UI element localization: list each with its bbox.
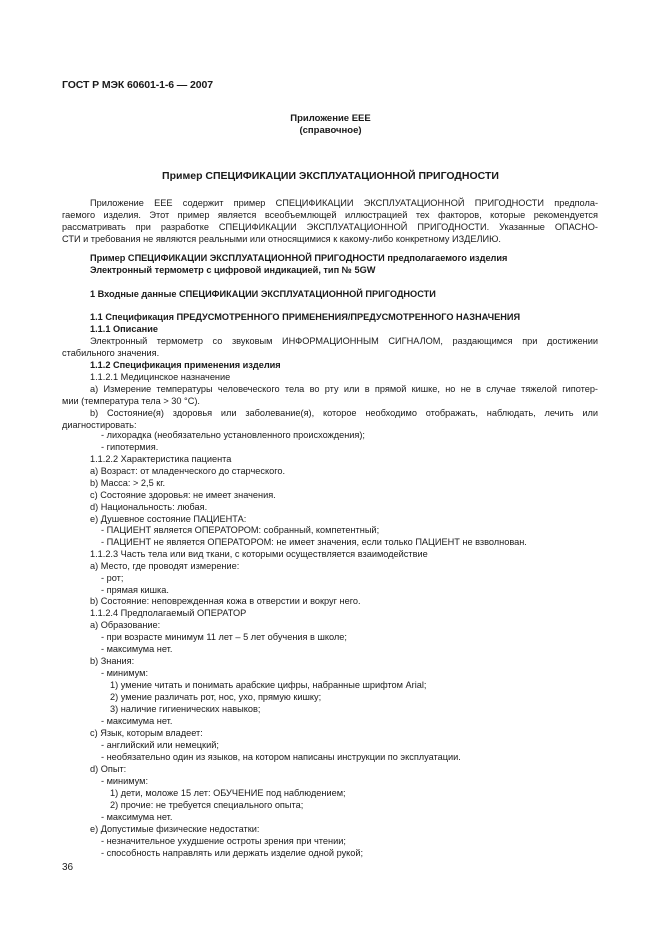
- description-line-2: стабильного значения.: [62, 348, 160, 358]
- medical-b-item: - гипотермия.: [101, 442, 159, 452]
- section-1-1-2-2-heading: 1.1.2.2 Характеристика пациента: [90, 454, 232, 464]
- body-a-item: - прямая кишка.: [101, 585, 169, 595]
- section-1-1-2-4-heading: 1.1.2.4 Предполагаемый ОПЕРАТОР: [90, 608, 247, 618]
- operator-e: e) Допустимые физические недостатки:: [90, 824, 260, 834]
- patient-e-item: - ПАЦИЕНТ является ОПЕРАТОРОМ: собранный, компетентный;: [101, 525, 380, 535]
- section-1-heading: 1 Входные данные СПЕЦИФИКАЦИИ ЭКСПЛУАТАЦИОННОЙ ПРИГОДНОСТИ: [90, 289, 436, 299]
- operator-a-item: - максимума нет.: [101, 644, 173, 654]
- operator-a: a) Образование:: [90, 620, 161, 630]
- body-a-item: - рот;: [101, 573, 124, 583]
- patient-e-item: - ПАЦИЕНТ не является ОПЕРАТОРОМ: не имеет значения, если только ПАЦИЕНТ не взволнован.: [101, 537, 527, 547]
- operator-c-item: - английский или немецкий;: [101, 740, 219, 750]
- medical-a-line-2: мии (температура тела > 30 °С).: [62, 396, 200, 406]
- medical-a-line-1: a) Измерение температуры человеческого тела во рту или в прямой кишке, но не в случае тяжелой гипотер-: [90, 384, 598, 394]
- operator-b-sub-item: 2) умение различать рот, нос, ухо, прямую кишку;: [110, 692, 322, 702]
- body-a: a) Место, где проводят измерение:: [90, 561, 240, 571]
- operator-d-sub-item: 1) дети, моложе 15 лет: ОБУЧЕНИЕ под наблюдением;: [110, 788, 346, 798]
- example-heading-1: Пример СПЕЦИФИКАЦИИ ЭКСПЛУАТАЦИОННОЙ ПРИГОДНОСТИ предполагаемого изделия: [90, 253, 508, 263]
- body-b: b) Состояние: неповрежденная кожа в отверстии и вокруг него.: [90, 596, 361, 606]
- medical-b-line-2: диагностировать:: [62, 420, 137, 430]
- operator-d-sub-item: 2) прочие: не требуется специального опыта;: [110, 800, 304, 810]
- section-1-1-heading: 1.1 Спецификация ПРЕДУСМОТРЕННОГО ПРИМЕНЕНИЯ/ПРЕДУСМОТРЕННОГО НАЗНАЧЕНИЯ: [90, 312, 521, 322]
- operator-b-maximum: - максимума нет.: [101, 716, 173, 726]
- operator-d-minimum: - минимум:: [101, 776, 149, 786]
- appendix-title: Приложение ЕЕЕ: [290, 113, 371, 124]
- section-1-1-2-3-heading: 1.1.2.3 Часть тела или вид ткани, с которыми осуществляется взаимодействие: [90, 549, 428, 559]
- operator-d: d) Опыт:: [90, 764, 127, 774]
- intro-line-4: СТИ и требования не являются реальными или относящимися к какому-либо конкретному ИЗДЕЛИЮ.: [62, 234, 501, 244]
- intro-line-1: Приложение ЕЕЕ содержит пример СПЕЦИФИКАЦИИ ЭКСПЛУАТАЦИОННОЙ ПРИГОДНОСТИ предпола-: [90, 198, 598, 208]
- operator-a-item: - при возрасте минимум 11 лет – 5 лет обучения в школе;: [101, 632, 347, 642]
- operator-b: b) Знания:: [90, 656, 135, 666]
- operator-b-sub-item: 1) умение читать и понимать арабские цифры, набранные шрифтом Arial;: [110, 680, 427, 690]
- patient-item: d) Национальность: любая.: [90, 502, 208, 512]
- medical-b-line-1: b) Состояние(я) здоровья или заболевание(я), которое необходимо отображать, наблюдать, лечить или: [90, 408, 598, 418]
- section-1-1-2-heading: 1.1.2 Спецификация применения изделия: [90, 360, 281, 370]
- intro-line-3: рассматривать при разработке СПЕЦИФИКАЦИИ ЭКСПЛУАТАЦИОННОЙ ПРИГОДНОСТИ. Указанные ОПАСНО-: [62, 222, 598, 232]
- patient-item: b) Масса: > 2,5 кг.: [90, 478, 166, 488]
- patient-item: c) Состояние здоровья: не имеет значения.: [90, 490, 276, 500]
- operator-e-item: - незначительное ухудшение остроты зрения при чтении;: [101, 836, 346, 846]
- medical-b-item: - лихорадка (необязательно установленного происхождения);: [101, 430, 365, 440]
- document-title: Пример СПЕЦИФИКАЦИИ ЭКСПЛУАТАЦИОННОЙ ПРИГОДНОСТИ: [162, 170, 499, 182]
- section-1-1-2-1-heading: 1.1.2.1 Медицинское назначение: [90, 372, 231, 382]
- operator-c-item: - необязательно один из языков, на котором написаны инструкции по эксплуатации.: [101, 752, 461, 762]
- intro-line-2: гаемого изделия. Этот пример является всеобъемлющей иллюстрацией тех факторов, которые рекомендуется: [62, 210, 598, 220]
- document-header: ГОСТ Р МЭК 60601-1-6 — 2007: [62, 79, 213, 91]
- operator-c: c) Язык, которым владеет:: [90, 728, 203, 738]
- operator-e-item: - способность направлять или держать изделие одной рукой;: [101, 848, 364, 858]
- example-heading-2: Электронный термометр с цифровой индикацией, тип № 5GW: [90, 265, 376, 275]
- operator-d-maximum: - максимума нет.: [101, 812, 173, 822]
- operator-b-minimum: - минимум:: [101, 668, 149, 678]
- patient-item: a) Возраст: от младенческого до старческого.: [90, 466, 285, 476]
- description-line-1: Электронный термометр со звуковым ИНФОРМАЦИОННЫМ СИГНАЛОМ, раздающимся при достижении: [90, 336, 598, 346]
- section-1-1-1-heading: 1.1.1 Описание: [90, 324, 158, 334]
- appendix-subtitle: (справочное): [299, 125, 362, 136]
- page-number: 36: [62, 862, 74, 873]
- patient-item: e) Душевное состояние ПАЦИЕНТА:: [90, 514, 247, 524]
- operator-b-sub-item: 3) наличие гигиенических навыков;: [110, 704, 261, 714]
